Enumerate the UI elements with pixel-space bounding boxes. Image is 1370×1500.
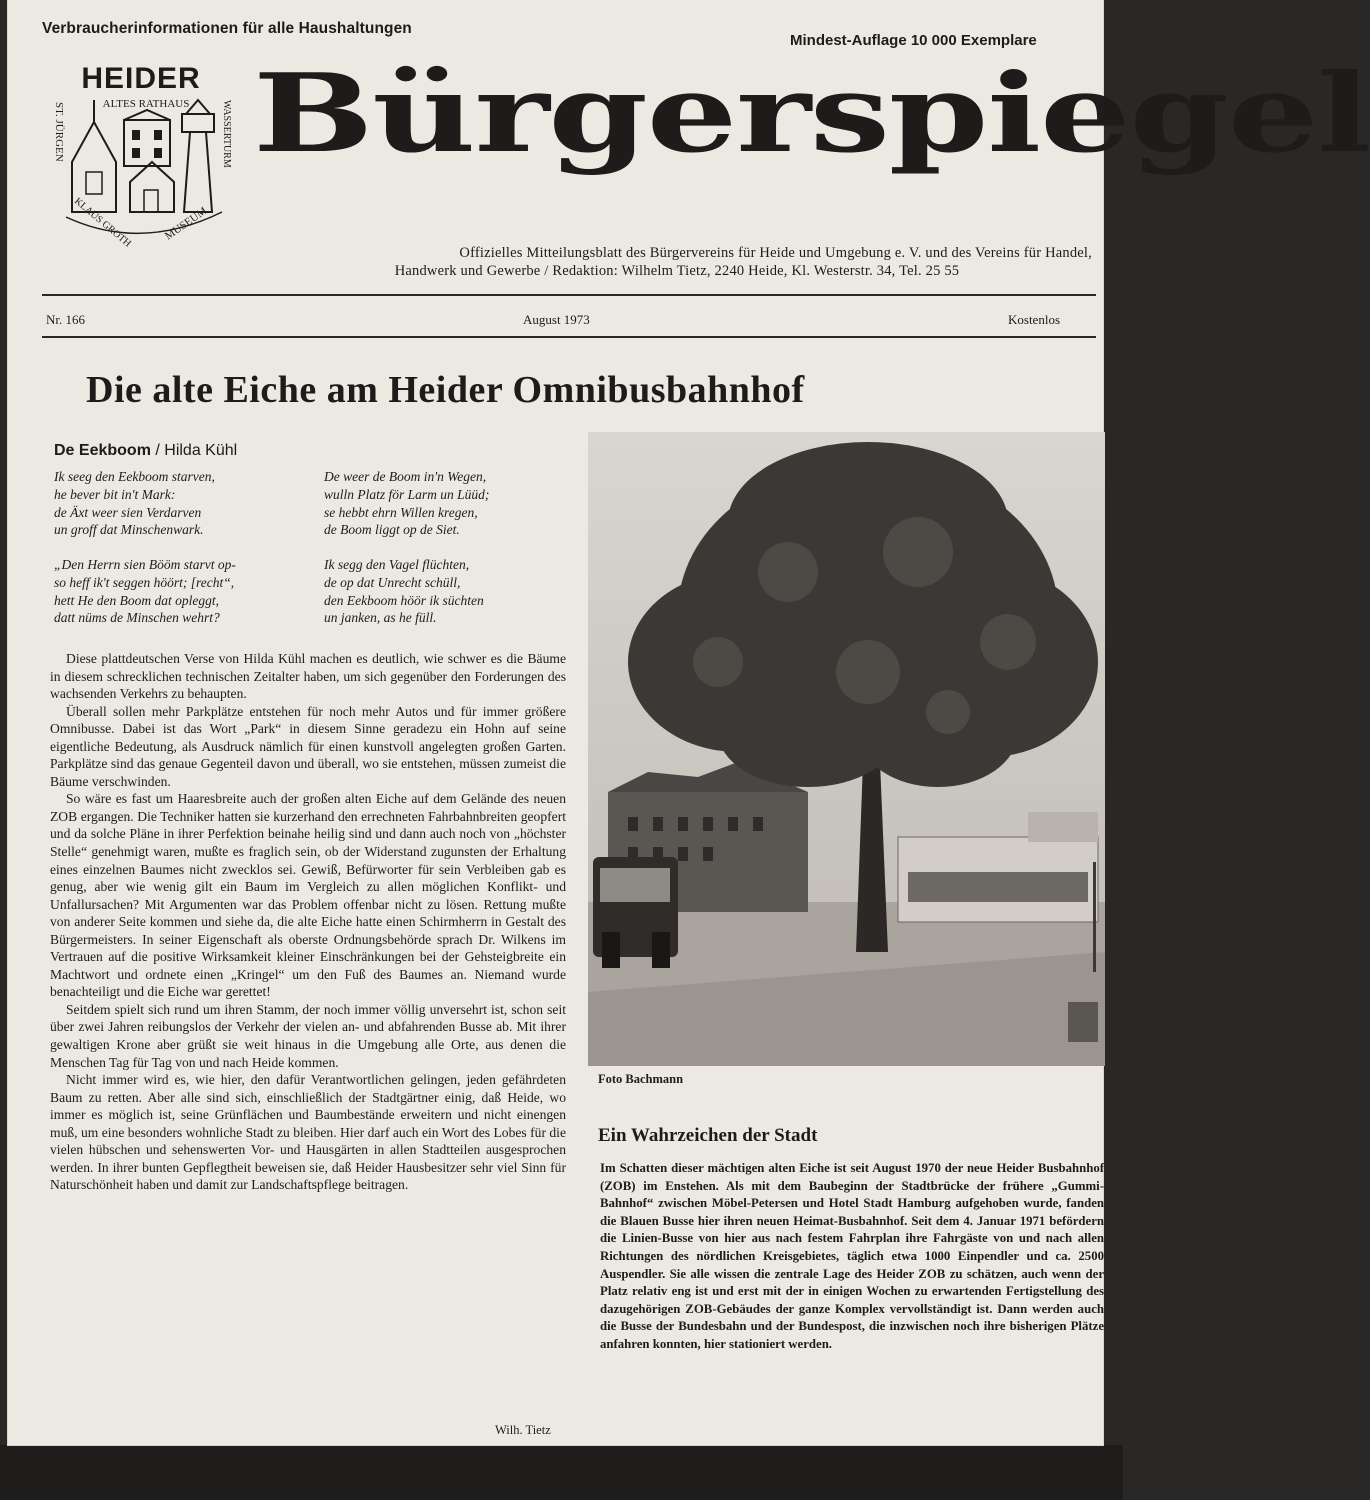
poem-col2-stanza1: De weer de Boom in'n Wegen, wulln Platz för Larm un Lüüd; se hebbt ehrn Willen kregen, de Boom liggt op de Siet. [324, 469, 490, 538]
top-left-banner: Verbraucherinformationen für alle Haushaltungen [42, 20, 412, 37]
newspaper-page [8, 0, 1370, 1445]
article-paragraph: Diese plattdeutschen Verse von Hilda Kühl machen es deutlich, wie schwer es die Bäume in diesem schrecklichen technischen Zeitalter haben, um sich gegenüber den Forderungen des wachsenden Verkehrs zu behaupten. [50, 651, 566, 702]
crest-town: HEIDER [81, 62, 201, 95]
header-rule-bottom [42, 336, 1096, 338]
oak-tree-photo [588, 432, 1105, 1066]
article-paragraph: Überall sollen mehr Parkplätze entstehen für noch mehr Autos und für immer größere Omnibusse. Dabei ist das Wort „Park“ in diesem Sinne geradezu ein Hohn auf seine eigentliche Bedeutung, als Ausdruck nämlich für einen kunstvoll angelegten großen Garten. Parkplätze sind das genaue Gegenteil davon und überall, wo sie entstehen, müssen zumeist die Bäume verschwinden. [50, 703, 566, 789]
poem-col1-stanza1: Ik seeg den Eekboom starven, he bever bit in't Mark: de Äxt weer sien Verdarven un groff dat Minschenwark. [54, 469, 215, 538]
article-paragraph: Seitdem spielt sich rund um ihren Stamm, der noch immer völlig unversehrt ist, schon seit über zwei Jahren reibungslos der Verkehr der vielen an- und abfahrenden Busse ab. Mit ihrer gewaltigen Krone aber grüßt sie weit hinaus in die Umgebung alle Orte, aus denen die Menschen Tag für Tag von und nach Heide kommen. [50, 1001, 566, 1070]
poem-col1-stanza2: „Den Herrn sien Bööm starvt op- so heff ik't seggen höört; [recht“, hett He den Boom dat opleggt, datt nüms de Minschen wehrt? [54, 557, 236, 626]
poem-name: De Eekboom [54, 442, 151, 459]
photo-caption: Foto Bachmann [598, 1072, 684, 1086]
crest-label-groth: KLAUS GROTH [72, 195, 133, 250]
subline-line-2: Handwerk und Gewerbe / Redaktion: Wilhelm Tietz, 2240 Heide, Kl. Westerstr. 34, Tel. 25 55 [394, 263, 960, 279]
issue-number: Nr. 166 [46, 312, 85, 327]
article-signature: Wilh. Tietz [495, 1423, 551, 1437]
crest-label-juergen: ST. JÜRGEN [53, 102, 65, 162]
background-surface [0, 1445, 1123, 1500]
article-paragraph: Nicht immer wird es, wie hier, den dafür Verantwortlichen gelingen, jeden gefährdeten Baum zu retten. Aber alle sind sich, einschließlich der Stadtgärtner einig, daß Heide, wo immer es möglich ist, seine Grünflächen und Baumbestände erweitern und nicht einengen muß, um eine besonders wohnliche Stadt zu bleiben. Hier darf auch ein Wort des Lobes für die vielen hübschen und sehenswerten Vor- und Hausgärten in allen Stadtteilen ausgesprochen werden. In ihrer bunten Gepflegtheit beweisen sie, daß Heider Hausbesitzer sehr viel Sinn für Naturschönheit haben und damit zur Landschaftspflege beitragen. [50, 1072, 566, 1193]
price-label: Kostenlos [1008, 312, 1060, 327]
circulation-note: Mindest-Auflage 10 000 Exemplare [790, 32, 1037, 49]
sidebar-heading: Ein Wahrzeichen der Stadt [598, 1125, 818, 1146]
sidebar-text: Im Schatten dieser mächtigen alten Eiche ist seit August 1970 der neue Heider Busbahnhof (ZOB) im Enstehen. Als mit dem Baubeginn der Stadtbrücke der frühere „Gummi-Bahnhof“ zwischen Möbel-Petersen und Hotel Stadt Hamburg aufgehoben wurde, fanden die Blauen Busse hier ihren neuen Heimat-Busbahnhof. Seit dem 4. Januar 1971 befördern die Linien-Busse von hier aus nach festem Fahrplan ihre Fahrgäste von und nach allen Richtungen des nördlichen Kreisgebietes, täglich etwa 1000 Einpendler und ca. 2500 Auspendler. Sie alle wissen die zentrale Lage des Heider ZOB zu schätzen, auch wenn der Platz relativ eng ist und erst mit der in einigen Wochen zu erwartenden Fertigstellung des dazugehörigen ZOB-Gebäudes der ganze Komplex vervollständigt ist. Dann werden auch die Busse der Bundesbahn und der Bundespost, die inzwischen noch ihre bisherigen Plätze anfahren konnten, hier stationiert werden. [600, 1161, 1104, 1351]
article-headline: Die alte Eiche am Heider Omnibusbahnhof [86, 369, 805, 411]
issue-date: August 1973 [523, 312, 590, 327]
poem-title [54, 442, 237, 460]
subline-line-1: Offizielles Mitteilungsblatt des Bürgervereins für Heide und Umgebung e. V. und des Vereins für Handel, [459, 245, 1092, 261]
crest-label-wasserturm: WASSERTURM [221, 100, 232, 168]
heide-crest-logo [46, 62, 236, 250]
article-paragraph: So wäre es fast um Haaresbreite auch der großen alten Eiche auf dem Gelände des neuen ZOB ergangen. Die Techniker hatten sie kurzerhand den errechneten Fahrbahnbreiten geopfert und da solche Pläne in ihrer Perfektion beinahe heilig sind und dann auch noch von „höchster Stelle“ genehmigt waren, mußte es fraglich sein, ob der Widerstand zugunsten der Erhaltung eines einzelnen Baumes nicht zwecklos sei. Gewiß, Befürworter für sein Verbleiben gab es genug, aber wie wenig gilt ein Baum im Vergleich zu allen möglichen Konflikt- und Unfallursachen? Mit Argumenten war das Problem offenbar nicht zu lösen. Rettung mußte von anderer Seite kommen und siehe da, die alte Eiche hatte einen Schirmherrn in Gestalt des Bürgermeisters. In seiner Eigenschaft als oberste Ordnungsbehörde sprach Dr. Wilkens im Vertrauen auf die positive Wirksamkeit kleiner Einschränkungen bei der Gehsteigbreite ein Machtwort und ordnete einen „Kringel“ um den Fuß des Baumes an. Niemand wurde benachteiligt und die Eiche war gerettet! [50, 791, 566, 1000]
article-body [50, 650, 566, 1194]
poem-author: / Hilda Kühl [155, 442, 238, 459]
masthead-title: Bürgerspiegel [253, 51, 1370, 177]
crest-label-museum: MUSEUM [162, 204, 210, 243]
header-rule-top [42, 294, 1096, 296]
crest-label-rathaus: ALTES RATHAUS [102, 98, 190, 110]
masthead-subline [262, 244, 1092, 280]
poem-col2-stanza2: Ik segg den Vagel flüchten, de op dat Unrecht schüll, den Eekboom höör ik süchten un janken, as he füll. [324, 557, 484, 626]
